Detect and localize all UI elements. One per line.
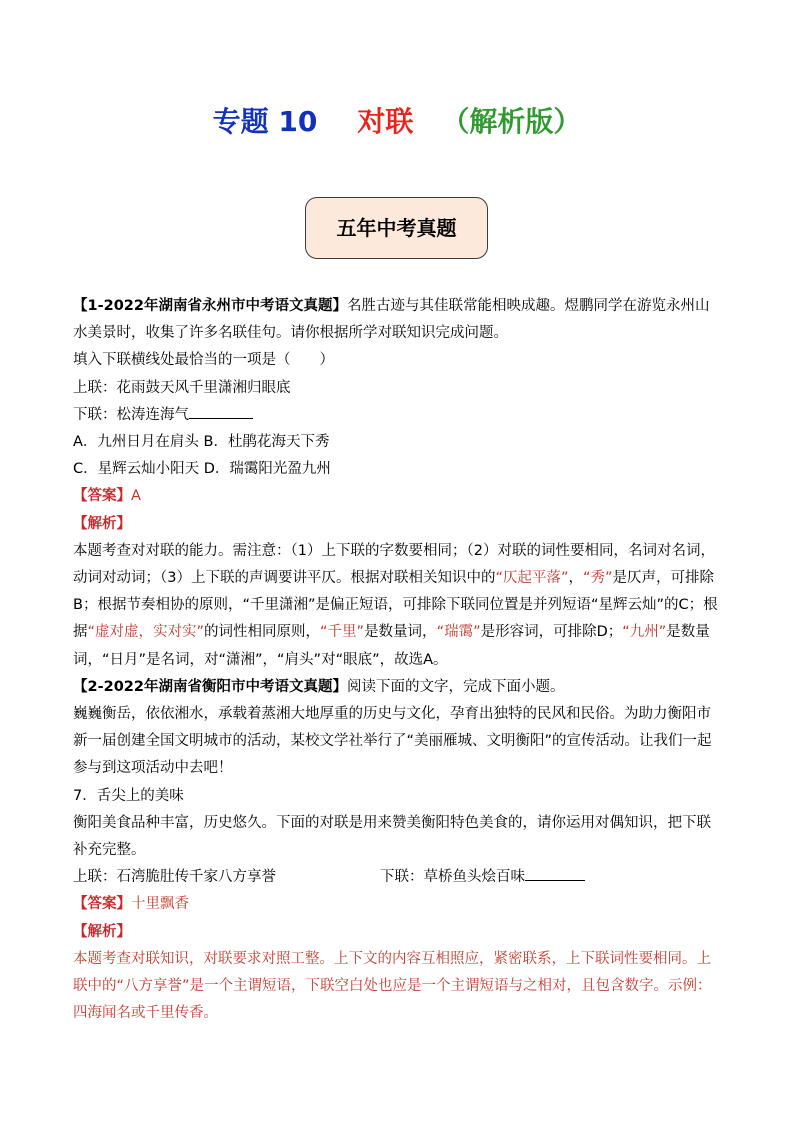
q2-answer-line — [73, 891, 723, 918]
q2-item-description: 衡阳美食品种丰富，历史悠久。下面的对联是用来赞美衡阳特色美食的，请你运用对偶知识，把下联补充完整。 — [73, 814, 711, 859]
q2-passage: 巍巍衡岳，依依湘水，承载着蒸湘大地厚重的历史与文化，孕育出独特的民风和民俗。为助力衡阳市新一届创建全国文明城市的活动，某校文学社举行了“美丽雁城、文明衡阳”的宣传活动。让我们一起参与到这项活动中去吧！ — [73, 706, 712, 777]
q1-analysis-highlight-2: “秀” — [583, 570, 613, 587]
document-body — [73, 293, 723, 1027]
q1-intro: 名胜古迹与其佳联常能相映成趣。煜鹏同学在游览永州山水美景时，收集了许多名联佳句。请你根据所学对联知识完成问题。 — [73, 298, 710, 342]
q1-lower-couplet — [73, 402, 723, 429]
q2-upper-couplet: 上联：石湾脆肚传千家八方享誉 — [73, 869, 276, 886]
q2-analysis-tag: 【解析】 — [73, 923, 131, 940]
q2-answer-tag: 【答案】 — [73, 896, 131, 913]
q2-answer-blank — [525, 866, 585, 881]
q1-analysis — [73, 538, 723, 674]
q1-analysis-text-6: 是形容词，可排除D； — [480, 624, 623, 641]
q1-analysis-highlight-6: “九州” — [622, 624, 667, 641]
q1-analysis-text-2: ， — [568, 570, 584, 587]
q1-answer-blank — [189, 404, 253, 419]
q2-item-title: 7．舌尖上的美味 — [73, 787, 184, 804]
q1-options-cd: C．星辉云灿小阳天 D．瑞霭阳光盈九州 — [73, 461, 331, 478]
q1-analysis-text-3: 是仄声，可排除B；根据节奏相协的原则，“千里潇湘”是偏正短语，可排除下联同位置是并列短语“星辉云灿”的C；根据 — [73, 570, 718, 641]
q2-answer: 十里飘香 — [131, 896, 189, 913]
q2-analysis: 本题考查对联知识，对联要求对照工整。上下文的内容互相照应，紧密联系，上下联词性要相同。上联中的“八方享誉”是一个主谓短语，下联空白处也应是一个主谓短语与之相对，且包含数字。示例：四海闻名或千里传香。 — [73, 950, 712, 1022]
q1-analysis-text-7: 是数量词，“日月”是名词，对“潇湘”，“肩头”对“眼底”，故选A。 — [73, 624, 710, 668]
title-topic-name: 对联 — [357, 105, 414, 138]
q2-lower-text: 下联：草桥鱼头烩百味 — [380, 869, 525, 886]
q2-intro: 阅读下面的文字，完成下面小题。 — [346, 678, 565, 695]
q1-analysis-text-5: 是数量词， — [364, 624, 437, 641]
q1-options-ab: A．九州日月在肩头 B．杜鹃花海天下秀 — [73, 434, 330, 451]
q1-answer-line — [73, 483, 723, 510]
q2-source: 【2-2022年湖南省衡阳市中考语文真题】 — [73, 678, 347, 695]
title-edition: （解析版） — [441, 105, 582, 138]
q2-intro-paragraph — [73, 674, 723, 701]
title-topic-number: 专题 10 — [212, 105, 318, 138]
section-heading-box: 五年中考真题 — [305, 197, 488, 259]
q1-analysis-tag: 【解析】 — [73, 515, 131, 532]
q1-analysis-highlight-5: “瑞霭” — [436, 624, 481, 641]
q1-analysis-highlight-1: “仄起平落” — [495, 570, 569, 587]
q1-answer: A — [131, 488, 141, 505]
q1-analysis-highlight-3: “虚对虚，实对实” — [87, 624, 205, 641]
q1-lower-text: 下联：松涛连海气 — [73, 406, 189, 423]
document-title — [0, 103, 794, 141]
q1-intro-paragraph — [73, 293, 723, 347]
q2-lower-couplet — [380, 864, 585, 891]
q1-source: 【1-2022年湖南省永州市中考语文真题】 — [73, 298, 347, 314]
q1-analysis-text-1: 本题考查对对联的能力。需注意：（1）上下联的字数要相同；（2）对联的词性要相同，名词对名词，动词对动词；（3）上下联的声调要讲平仄。根据对联相关知识中的 — [73, 542, 715, 587]
q1-upper-couplet: 上联：花雨鼓天风千里潇湘归眼底 — [73, 379, 291, 396]
q1-analysis-highlight-4: “千里” — [320, 624, 365, 641]
q1-analysis-text-4: 的词性相同原则， — [204, 624, 321, 641]
q1-answer-tag: 【答案】 — [73, 488, 131, 505]
q2-couplet-pair — [73, 864, 723, 891]
q1-prompt: 填入下联横线处最恰当的一项是（ ） — [73, 352, 334, 369]
